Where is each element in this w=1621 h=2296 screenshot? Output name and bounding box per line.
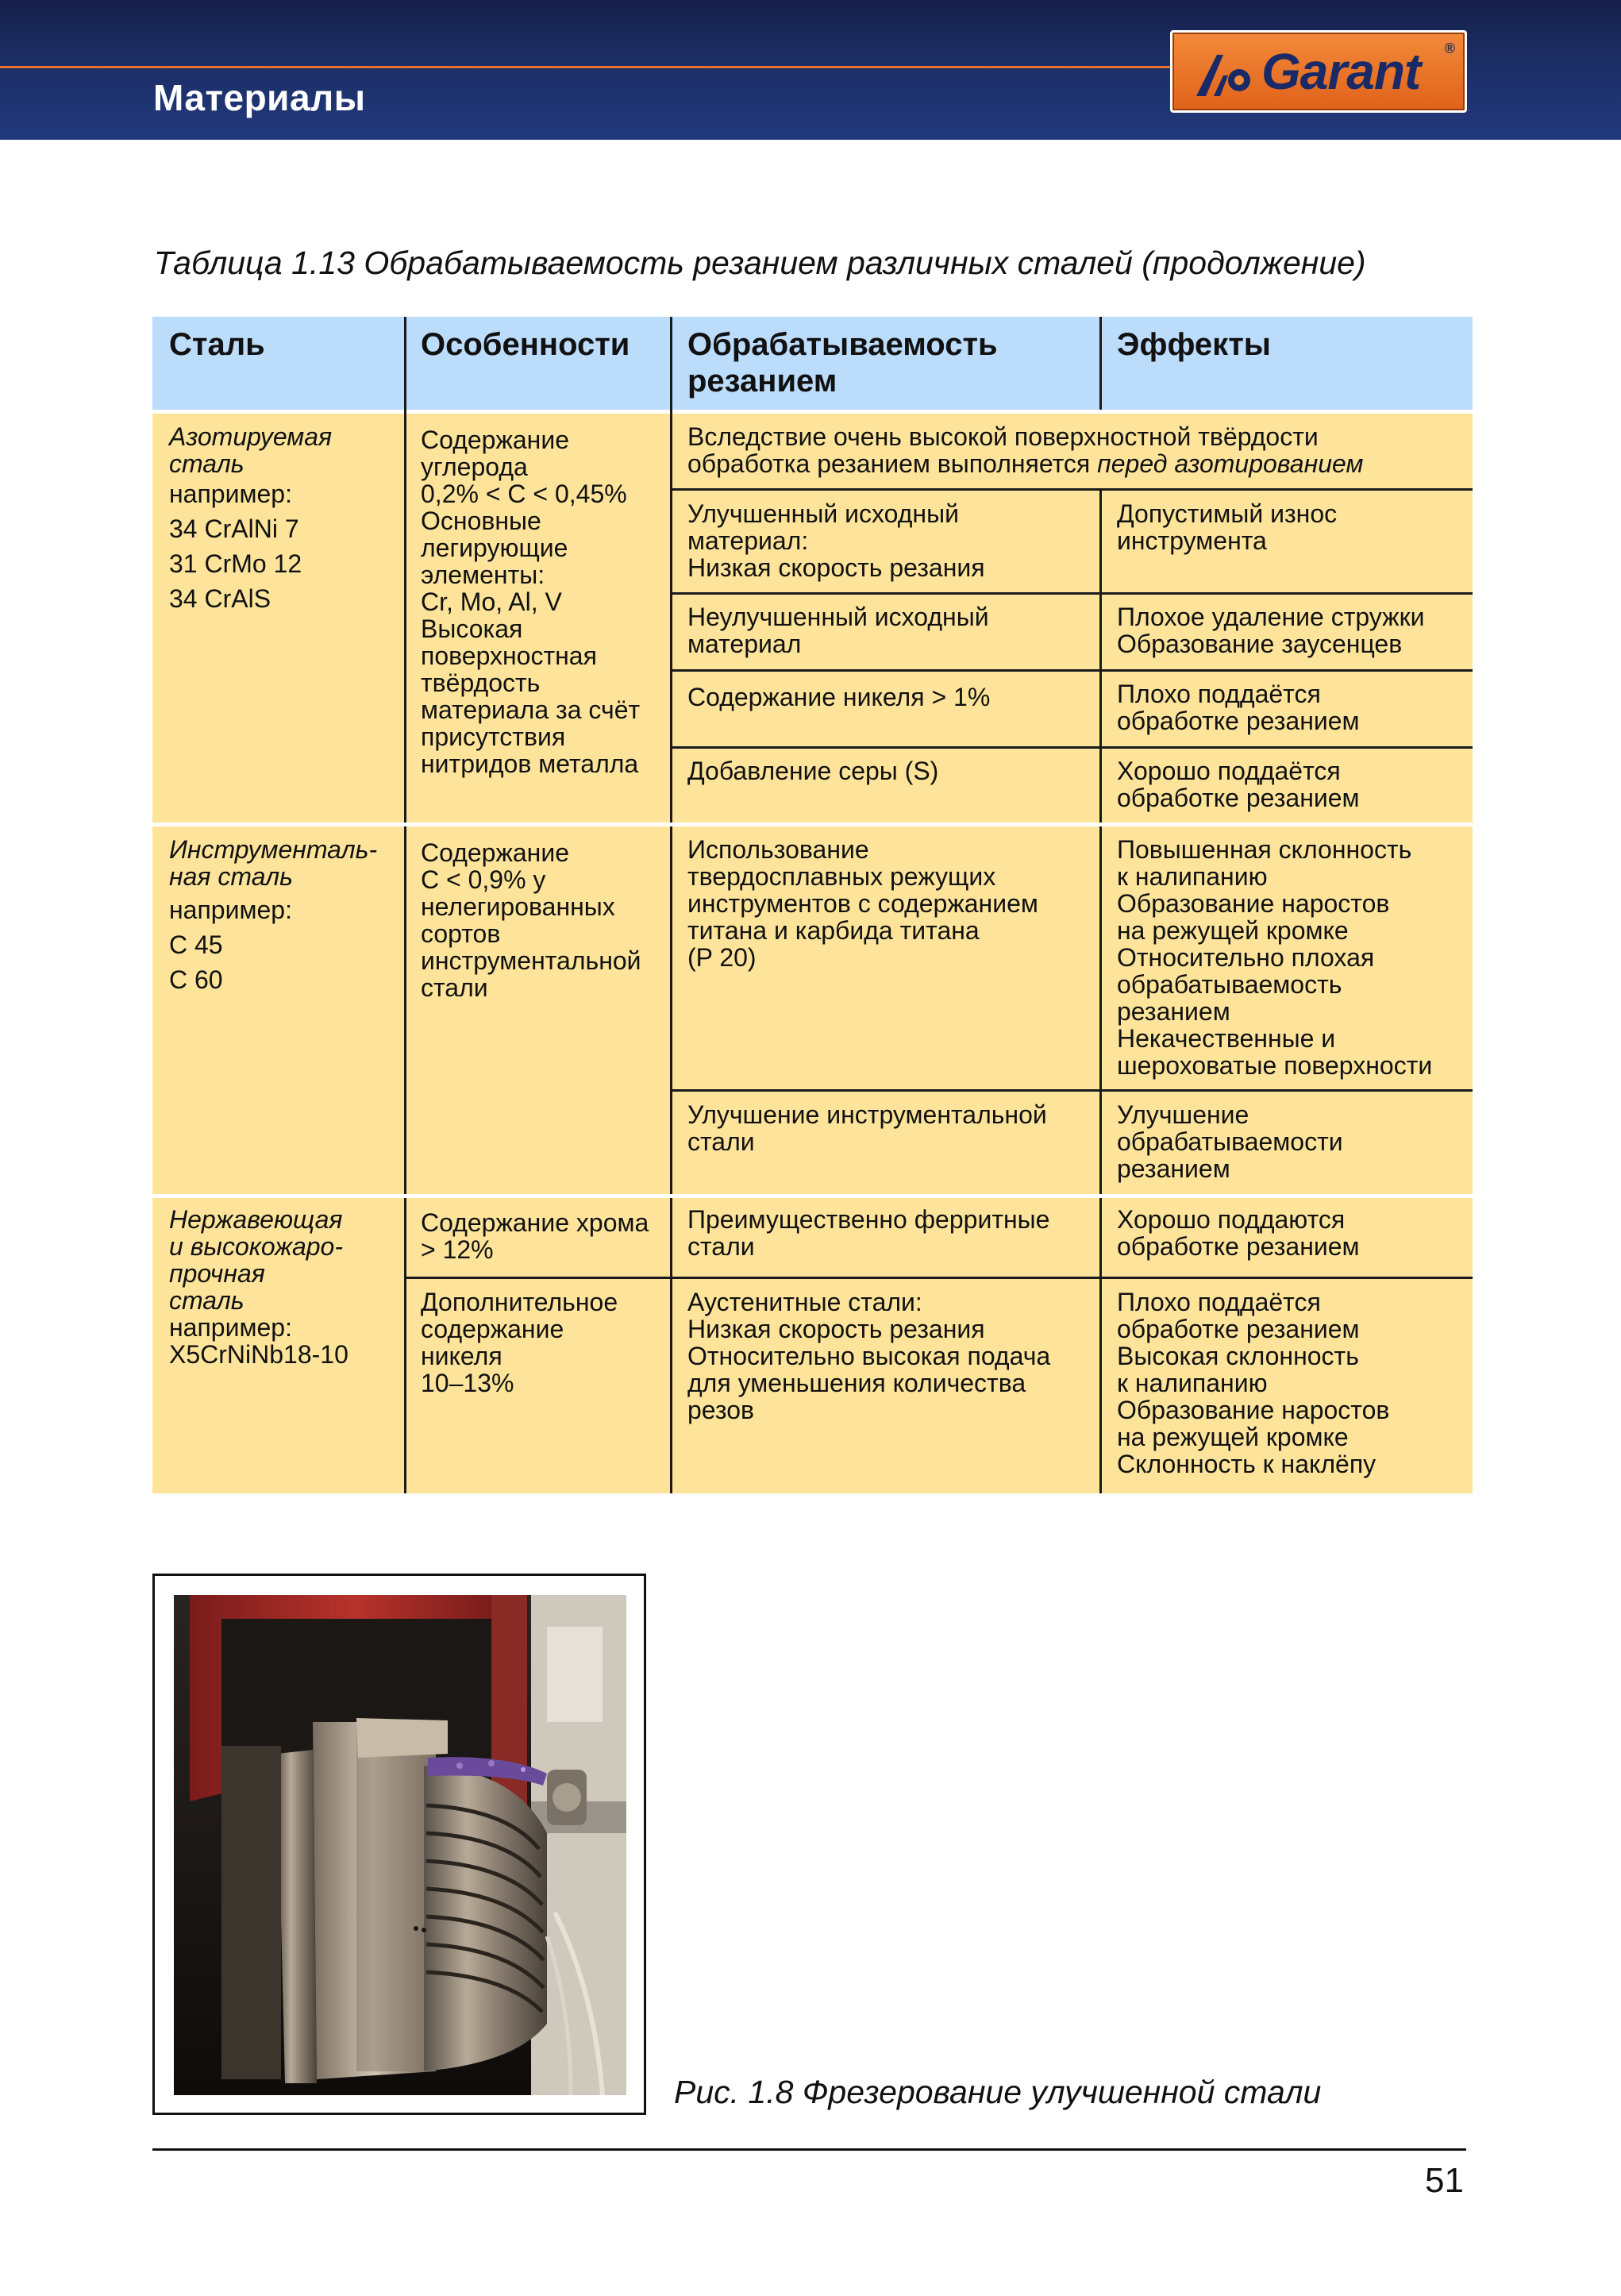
milling-machine-image [174,1595,626,2095]
effects-cell: Повышенная склонность к налипанию Образование наростов на режущей кромке Относительно плохая обрабатываемость резанием Некачественные и шероховатые поверхности [1117,835,1433,1080]
machinability-cell: Добавление серы (S) [687,757,939,785]
row-divider [404,1277,1473,1279]
features-cell: Содержание C < 0,9% у нелегированных сортов инструментальной стали [421,838,641,1002]
effects-cell: Допустимый износ инструмента [1117,499,1338,555]
table-caption: Таблица 1.13 Обрабатываемость резанием различных сталей (продолжение) [154,245,1366,281]
row-divider [670,488,1473,491]
garant-figure-icon [1190,44,1261,101]
features-cell: Содержание хрома > 12% [421,1208,649,1264]
column-divider [670,317,672,1493]
features-cell: Содержание углерода 0,2% < C < 0,45% Основные легирующие элементы: Cr, Mo, Al, V Высокая поверхностная твёрдость материала за счёт присутствия нитридов металла [421,426,641,778]
effects-cell: Плохо поддаётся обработке резанием Высокая склонность к налипанию Образование наростов на режущей кромке Склонность к наклёпу [1117,1288,1390,1478]
column-divider [404,317,406,1493]
header-separator [152,410,1473,414]
column-header-features: Особенности [421,327,630,362]
row-divider [670,592,1473,595]
machinability-cell: Преимущественно ферритные стали [687,1205,1050,1261]
machinability-cell: Использование твердосплавных режущих инструментов с содержанием титана и карбида титана (P 20) [687,835,1038,972]
group-separator [152,822,1473,826]
garant-logo [1170,30,1467,113]
row-divider [670,1089,1473,1092]
column-header-steel: Сталь [169,327,265,362]
machinability-cell: Улучшенный исходный материал: Низкая скорость резания [687,499,985,582]
machinability-cell: Улучшение инструментальной стали [687,1100,1047,1156]
footer-rule [152,2148,1466,2151]
header-accent-line [0,66,1175,68]
column-divider [1099,490,1102,1493]
machinability-cell: Содержание никеля > 1% [687,683,991,711]
span-note-cell: Вследствие очень высокой поверхностной твёрдости обработка резанием выполняется перед азотированием [687,422,1364,478]
section-title: Материалы [153,77,366,118]
steel-name-cell: Азотируемая сталь например: 34 CrAlNi 7 31 CrMo 12 34 CrAlS [169,422,333,613]
features-cell: Дополнительное содержание никеля 10–13% [421,1288,618,1397]
machinability-table [152,317,1473,1493]
effects-cell: Плохое удаление стружки Образование заусенцев [1117,603,1425,658]
effects-cell: Хорошо поддаются обработке резанием [1117,1205,1360,1261]
column-header-effects: Эффекты [1117,327,1271,362]
effects-cell: Хорошо поддаётся обработке резанием [1117,757,1360,812]
column-divider [1099,317,1102,410]
page-number: 51 [1425,2161,1464,2200]
effects-cell: Улучшение обрабатываемости резанием [1117,1100,1343,1183]
machinability-cell: Неулучшенный исходный материал [687,603,989,658]
figure-caption: Рис. 1.8 Фрезерование улучшенной стали [674,2074,1322,2110]
machinability-cell: Аустенитные стали: Низкая скорость резания Относительно высокая подача для уменьшения количества резов [687,1288,1051,1424]
effects-cell: Плохо поддаётся обработке резанием [1117,680,1360,735]
steel-name-cell: Инструменталь- ная сталь например: C 45 C 60 [169,835,378,994]
group-separator [152,1194,1473,1198]
page-header [0,0,1621,140]
column-header-machinability: Обрабатываемость резанием [687,327,998,399]
logo-wordmark: Garant [1261,43,1421,100]
milling-photo [174,1595,626,2095]
registered-mark: ® [1444,40,1455,56]
row-divider [670,746,1473,749]
row-divider [670,669,1473,672]
steel-name-cell: Нержавеющая и высокожаро- прочная сталь например: X5CrNiNb18-10 [169,1205,348,1369]
figure-frame [152,1574,646,2115]
